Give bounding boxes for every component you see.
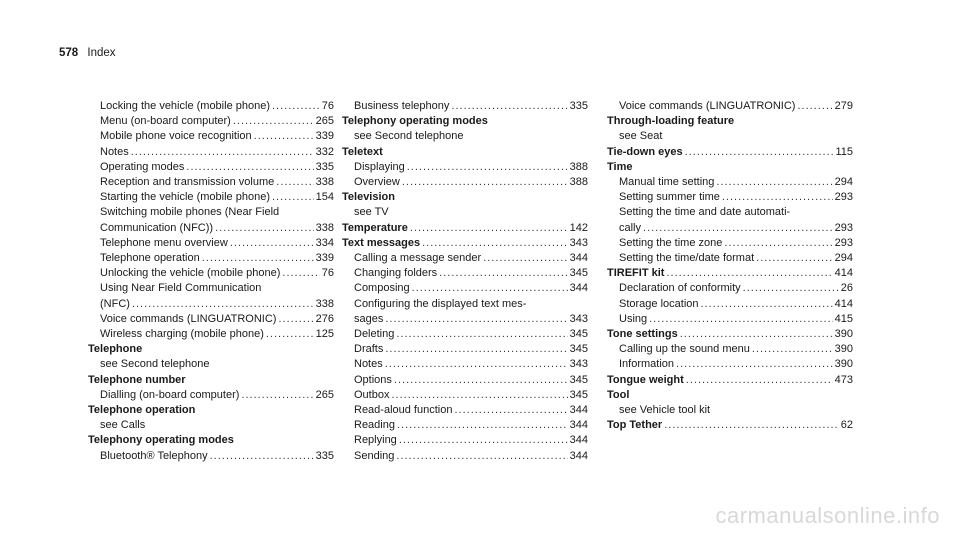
page-reference: 335 (315, 449, 334, 462)
page-reference: 343 (569, 358, 588, 371)
dot-leader (394, 373, 568, 388)
index-entry (607, 129, 853, 144)
entry-text: Tongue weight (607, 373, 684, 386)
index-entry (607, 175, 853, 190)
entry-text: Wireless charging (mobile phone) (100, 328, 264, 341)
entry-text: Voice commands (LINGUATRONIC) (619, 100, 796, 112)
page-reference: 293 (834, 236, 853, 249)
page-reference: 414 (834, 267, 853, 280)
dot-leader (399, 433, 568, 448)
page-reference: 294 (834, 176, 853, 189)
index-heading (607, 388, 853, 403)
index-entry (88, 266, 334, 281)
index-entry (607, 221, 853, 236)
index-entry (88, 160, 334, 175)
page-reference: 334 (315, 236, 334, 249)
index-heading (607, 327, 853, 342)
index-entry (607, 190, 853, 205)
page-reference: 414 (834, 297, 853, 310)
index-entry (88, 190, 334, 205)
dot-leader (396, 327, 567, 342)
index-entry (607, 205, 853, 220)
page-reference: 76 (321, 267, 334, 280)
entry-text: Notes (354, 358, 383, 371)
dot-leader (410, 221, 568, 236)
dot-leader (391, 388, 567, 403)
dot-leader (412, 281, 568, 296)
index-entry (342, 449, 588, 464)
dot-leader (422, 236, 568, 251)
entry-text: Reception and transmission volume (100, 176, 275, 189)
index-entry (342, 266, 588, 281)
dot-leader (685, 145, 834, 160)
dot-leader (701, 297, 833, 312)
index-entry (88, 251, 334, 266)
dot-leader (752, 342, 833, 357)
index-entry (88, 145, 334, 160)
entry-text: Time (607, 160, 633, 173)
index-entry (342, 357, 588, 372)
index-heading (342, 236, 588, 251)
index-entry (88, 99, 334, 114)
entry-text: Configuring the displayed text mes- (354, 297, 527, 310)
entry-text: Operating modes (100, 160, 185, 173)
index-entry (607, 236, 853, 251)
dot-leader (407, 160, 568, 175)
entry-text: Voice commands (LINGUATRONIC) (100, 312, 277, 325)
entry-text: Menu (on-board computer) (100, 115, 231, 128)
entry-text: Television (342, 191, 395, 204)
page-reference: 344 (569, 404, 588, 417)
page-reference: 473 (834, 373, 853, 386)
index-entry (342, 175, 588, 190)
dot-leader (664, 418, 839, 433)
entry-text: Reading (354, 419, 395, 432)
dot-leader (278, 312, 313, 327)
dot-leader (676, 357, 833, 372)
index-entry (342, 373, 588, 388)
page-reference: 339 (315, 252, 334, 265)
entry-text: Declaration of conformity (619, 282, 741, 295)
index-entry (607, 99, 853, 114)
dot-leader (649, 312, 833, 327)
dot-leader (202, 251, 314, 266)
index-entry (88, 281, 334, 296)
index-heading (607, 114, 853, 129)
index-heading (88, 433, 334, 448)
watermark: carmanualsonline.info (715, 503, 940, 528)
index-heading (342, 190, 588, 205)
page-reference: 345 (569, 267, 588, 280)
index-entry (342, 251, 588, 266)
page-reference: 344 (569, 434, 588, 447)
dot-leader (215, 221, 314, 236)
entry-text: Through-loading feature (607, 115, 735, 128)
entry-text: Calling a message sender (354, 252, 482, 265)
entry-text: Setting summer time (619, 191, 720, 204)
dot-leader (233, 114, 314, 129)
page-reference: 142 (569, 221, 588, 234)
page-reference: 344 (569, 449, 588, 462)
dot-leader (483, 251, 567, 266)
dot-leader (276, 175, 313, 190)
page-reference: 335 (569, 100, 588, 112)
entry-text: see Vehicle tool kit (619, 404, 711, 417)
index-entry (342, 327, 588, 342)
index-entry (342, 160, 588, 175)
page-reference: 293 (834, 221, 853, 234)
index-heading (607, 160, 853, 175)
index-entry (88, 449, 334, 464)
page-reference: 279 (834, 100, 853, 112)
dot-leader (756, 251, 833, 266)
entry-text: cally (619, 221, 642, 234)
page-reference: 345 (569, 388, 588, 401)
section-title: Index (87, 47, 116, 59)
entry-text: Setting the time/date format (619, 252, 755, 265)
page-reference: 344 (569, 419, 588, 432)
index-entry (342, 99, 588, 114)
page-reference: 294 (834, 252, 853, 265)
index-entry (88, 297, 334, 312)
dot-leader (282, 266, 319, 281)
index-entry (342, 433, 588, 448)
entry-text: Telephone operation (100, 252, 200, 265)
dot-leader (680, 327, 833, 342)
dot-leader (385, 357, 568, 372)
dot-leader (454, 403, 567, 418)
index-entry (342, 129, 588, 144)
page-reference: 390 (834, 358, 853, 371)
index-entry (88, 418, 334, 433)
page-reference: 62 (840, 419, 853, 432)
index-entry (88, 221, 334, 236)
entry-text: see Seat (619, 130, 663, 143)
index-heading (607, 266, 853, 281)
dot-leader (396, 449, 567, 464)
entry-text: Read-aloud function (354, 404, 453, 417)
page-reference: 344 (569, 252, 588, 265)
dot-leader (797, 99, 832, 114)
entry-text: see Second telephone (100, 358, 210, 371)
page-reference: 415 (834, 312, 853, 325)
dot-leader (643, 221, 833, 236)
dot-leader (716, 175, 832, 190)
entry-text: Notes (100, 145, 129, 158)
page-reference: 388 (569, 176, 588, 189)
index-heading (342, 221, 588, 236)
dot-leader (272, 190, 314, 205)
page-reference: 338 (315, 176, 334, 189)
page-reference: 343 (569, 312, 588, 325)
page-reference: 265 (315, 115, 334, 128)
entry-text: Tie-down eyes (607, 145, 683, 158)
page-reference: 345 (569, 328, 588, 341)
entry-text: Telephony operating modes (342, 115, 488, 128)
entry-text: Starting the vehicle (mobile phone) (100, 191, 270, 204)
index-heading (607, 418, 853, 433)
entry-text: Storage location (619, 297, 699, 310)
page-reference: 154 (315, 191, 334, 204)
entry-text: Composing (354, 282, 410, 295)
index-entry (607, 357, 853, 372)
dot-leader (724, 236, 832, 251)
entry-text: Manual time setting (619, 176, 715, 189)
index-heading (342, 145, 588, 160)
entry-text: Information (619, 358, 675, 371)
page-reference: 388 (569, 160, 588, 173)
entry-text: Communication (NFC)) (100, 221, 214, 234)
entry-text: Overview (354, 176, 400, 189)
dot-leader (385, 342, 567, 357)
index-entry (607, 312, 853, 327)
entry-text: Deleting (354, 328, 395, 341)
index-entry (607, 403, 853, 418)
index-entry (342, 342, 588, 357)
entry-text: Using Near Field Communication (100, 282, 262, 295)
dot-leader (686, 373, 833, 388)
entry-text: Setting the time and date automati- (619, 206, 791, 219)
page-reference: 390 (834, 343, 853, 356)
page-reference: 344 (569, 282, 588, 295)
page-reference: 276 (315, 312, 334, 325)
index-entry (88, 327, 334, 342)
index-entry (88, 175, 334, 190)
entry-text: Changing folders (354, 267, 438, 280)
entry-text: Temperature (342, 221, 408, 234)
page-reference: 125 (315, 328, 334, 341)
page-reference: 115 (835, 145, 853, 158)
index-heading (88, 373, 334, 388)
index-entry (342, 403, 588, 418)
dot-leader (132, 297, 314, 312)
entry-text: (NFC) (100, 297, 130, 310)
page-header (59, 47, 116, 59)
entry-text: see Calls (100, 419, 146, 432)
entry-text: Drafts (354, 343, 384, 356)
dot-leader (666, 266, 832, 281)
dot-leader (722, 190, 833, 205)
entry-text: Telephony operating modes (88, 434, 234, 447)
dot-leader (439, 266, 567, 281)
index-entry (88, 236, 334, 251)
entry-text: Telephone number (88, 373, 186, 386)
entry-text: TIREFIT kit (607, 267, 665, 280)
entry-text: Bluetooth® Telephony (100, 449, 208, 462)
entry-text: Text messages (342, 236, 421, 249)
index-entry (88, 129, 334, 144)
entry-text: Setting the time zone (619, 236, 723, 249)
index-entry (88, 388, 334, 403)
dot-leader (131, 145, 314, 160)
page-reference: 345 (569, 343, 588, 356)
dot-leader (385, 312, 567, 327)
index-entry (607, 281, 853, 296)
page-reference: 335 (315, 160, 334, 173)
index-entry (607, 297, 853, 312)
index-heading (88, 403, 334, 418)
index-entry (88, 357, 334, 372)
index-entry (88, 205, 334, 220)
page-reference: 76 (321, 100, 334, 112)
index-entry (607, 342, 853, 357)
index-heading (607, 145, 853, 160)
page-reference: 26 (840, 282, 853, 295)
entry-text: Switching mobile phones (Near Field (100, 206, 280, 219)
index-heading (88, 342, 334, 357)
dot-leader (743, 281, 839, 296)
entry-text: Top Tether (607, 419, 663, 432)
entry-text: Options (354, 373, 392, 386)
index-entry (88, 114, 334, 129)
page-reference: 332 (315, 145, 334, 158)
index-entry (342, 418, 588, 433)
index-column-1 (88, 99, 334, 464)
dot-leader (451, 99, 567, 114)
index-entry (342, 312, 588, 327)
entry-text: Teletext (342, 145, 383, 158)
index-entry (342, 205, 588, 220)
dot-leader (266, 327, 314, 342)
page-number: 578 (59, 47, 79, 59)
entry-text: Telephone (88, 343, 143, 356)
page-reference: 339 (315, 130, 334, 143)
dot-leader (272, 99, 320, 114)
index-column-3 (607, 99, 853, 433)
index-entry (342, 388, 588, 403)
index-heading (342, 114, 588, 129)
entry-text: sages (354, 312, 384, 325)
page-reference: 293 (834, 191, 853, 204)
entry-text: Business telephony (354, 100, 450, 112)
entry-text: Locking the vehicle (mobile phone) (100, 100, 270, 112)
index-entry (88, 312, 334, 327)
page-reference: 338 (315, 221, 334, 234)
entry-text: Dialling (on-board computer) (100, 388, 240, 401)
dot-leader (254, 129, 314, 144)
entry-text: see TV (354, 206, 389, 219)
entry-text: Replying (354, 434, 397, 447)
entry-text: Tone settings (607, 328, 678, 341)
page-reference: 265 (315, 388, 334, 401)
entry-text: Unlocking the vehicle (mobile phone) (100, 267, 281, 280)
entry-text: Telephone operation (88, 404, 196, 417)
entry-text: Tool (607, 388, 630, 401)
dot-leader (397, 418, 568, 433)
page-reference: 338 (315, 297, 334, 310)
entry-text: Displaying (354, 160, 405, 173)
index-heading (607, 373, 853, 388)
entry-text: Sending (354, 449, 395, 462)
dot-leader (210, 449, 314, 464)
dot-leader (241, 388, 313, 403)
entry-text: Calling up the sound menu (619, 343, 750, 356)
dot-leader (230, 236, 314, 251)
index-entry (607, 251, 853, 266)
entry-text: see Second telephone (354, 130, 464, 143)
entry-text: Outbox (354, 388, 390, 401)
index-entry (342, 297, 588, 312)
page-reference: 390 (834, 328, 853, 341)
index-entry (342, 281, 588, 296)
dot-leader (186, 160, 313, 175)
page-reference: 343 (569, 236, 588, 249)
entry-text: Telephone menu overview (100, 236, 228, 249)
entry-text: Using (619, 312, 648, 325)
page-reference: 345 (569, 373, 588, 386)
entry-text: Mobile phone voice recognition (100, 130, 252, 143)
dot-leader (402, 175, 568, 190)
index-column-2 (342, 99, 588, 464)
